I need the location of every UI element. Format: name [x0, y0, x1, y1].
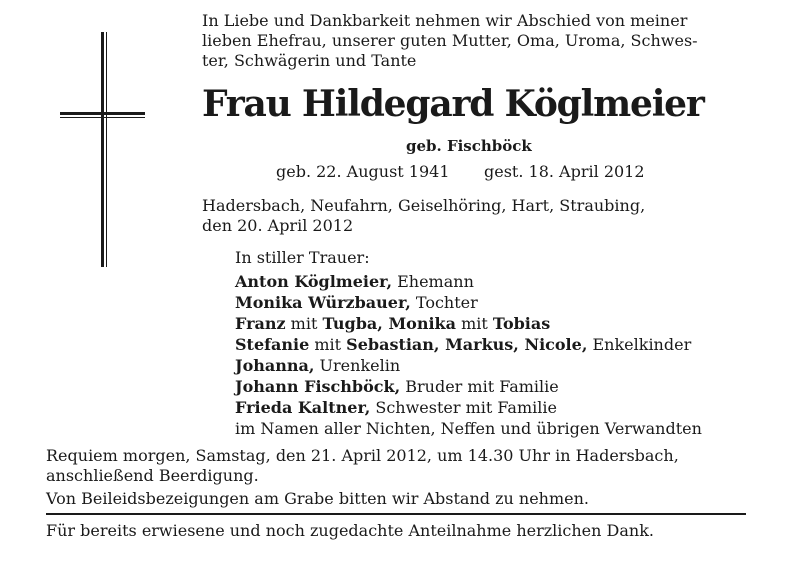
mourner-relation: Urenkelin: [314, 356, 401, 375]
mourner-line-relatives: im Namen aller Nichten, Neffen und übrigen Verwandten: [235, 419, 702, 438]
cross-icon: [101, 32, 104, 267]
mourner-name: Franz: [235, 314, 286, 333]
place-line-2: den 20. April 2012: [202, 216, 354, 235]
mourner-relation: Ehemann: [392, 272, 474, 291]
intro-line-3: ter, Schwägerin und Tante: [202, 51, 417, 70]
requiem-line-2: anschließend Beerdigung.: [46, 466, 259, 485]
mourner-relation: Bruder mit Familie: [400, 377, 559, 396]
mourner-name: Anton Köglmeier,: [235, 272, 393, 291]
mourner-line: [235, 272, 474, 291]
mourner-name: Monika Würzbauer,: [235, 293, 411, 312]
mourner-name: Tobias: [492, 314, 551, 333]
intro-line-2: lieben Ehefrau, unserer guten Mutter, Oma, Uroma, Schwes-: [202, 31, 698, 50]
divider: [46, 513, 746, 515]
condolence-note: Von Beileidsbezeigungen am Grabe bitten wir Abstand zu nehmen.: [46, 489, 590, 508]
maiden-name: geb. Fischböck: [406, 137, 532, 155]
mourner-name: Tugba, Monika: [322, 314, 456, 333]
mourner-line: [235, 356, 400, 375]
mourner-name: Johanna,: [235, 356, 315, 375]
mourner-relation: Tochter: [410, 293, 478, 312]
requiem-line-1: Requiem morgen, Samstag, den 21. April 2012, um 14.30 Uhr in Hadersbach,: [46, 446, 679, 465]
mourner-line: [235, 293, 478, 312]
mourner-connector: mit: [285, 314, 323, 333]
mourner-line: [235, 314, 550, 333]
death-date: gest. 18. April 2012: [484, 162, 645, 181]
mourner-relation: Schwester mit Familie: [370, 398, 557, 417]
mourner-line: [235, 398, 557, 417]
mourner-name: Frieda Kaltner,: [235, 398, 371, 417]
intro-line-1: In Liebe und Dankbarkeit nehmen wir Abschied von meiner: [202, 11, 688, 30]
mourner-relation: Enkelkinder: [587, 335, 692, 354]
mourner-connector: mit: [309, 335, 347, 354]
mourner-line: [235, 377, 559, 396]
cross-icon-bar-line: [60, 117, 145, 118]
place-line-1: Hadersbach, Neufahrn, Geiselhöring, Hart, Straubing,: [202, 196, 646, 215]
deceased-name: Frau Hildegard Köglmeier: [202, 83, 704, 125]
thanks-note: Für bereits erwiesene und noch zugedachte Anteilnahme herzlichen Dank.: [46, 521, 654, 540]
mourner-connector: mit: [455, 314, 493, 333]
mourner-line: [235, 335, 691, 354]
mourner-name: Stefanie: [235, 335, 310, 354]
mourner-name: Sebastian, Markus, Nicole,: [346, 335, 588, 354]
birth-date: geb. 22. August 1941: [276, 162, 450, 181]
mourners-intro: In stiller Trauer:: [235, 248, 370, 267]
cross-icon-bar: [60, 112, 145, 115]
cross-icon-line: [106, 32, 107, 267]
mourner-name: Johann Fischböck,: [235, 377, 401, 396]
